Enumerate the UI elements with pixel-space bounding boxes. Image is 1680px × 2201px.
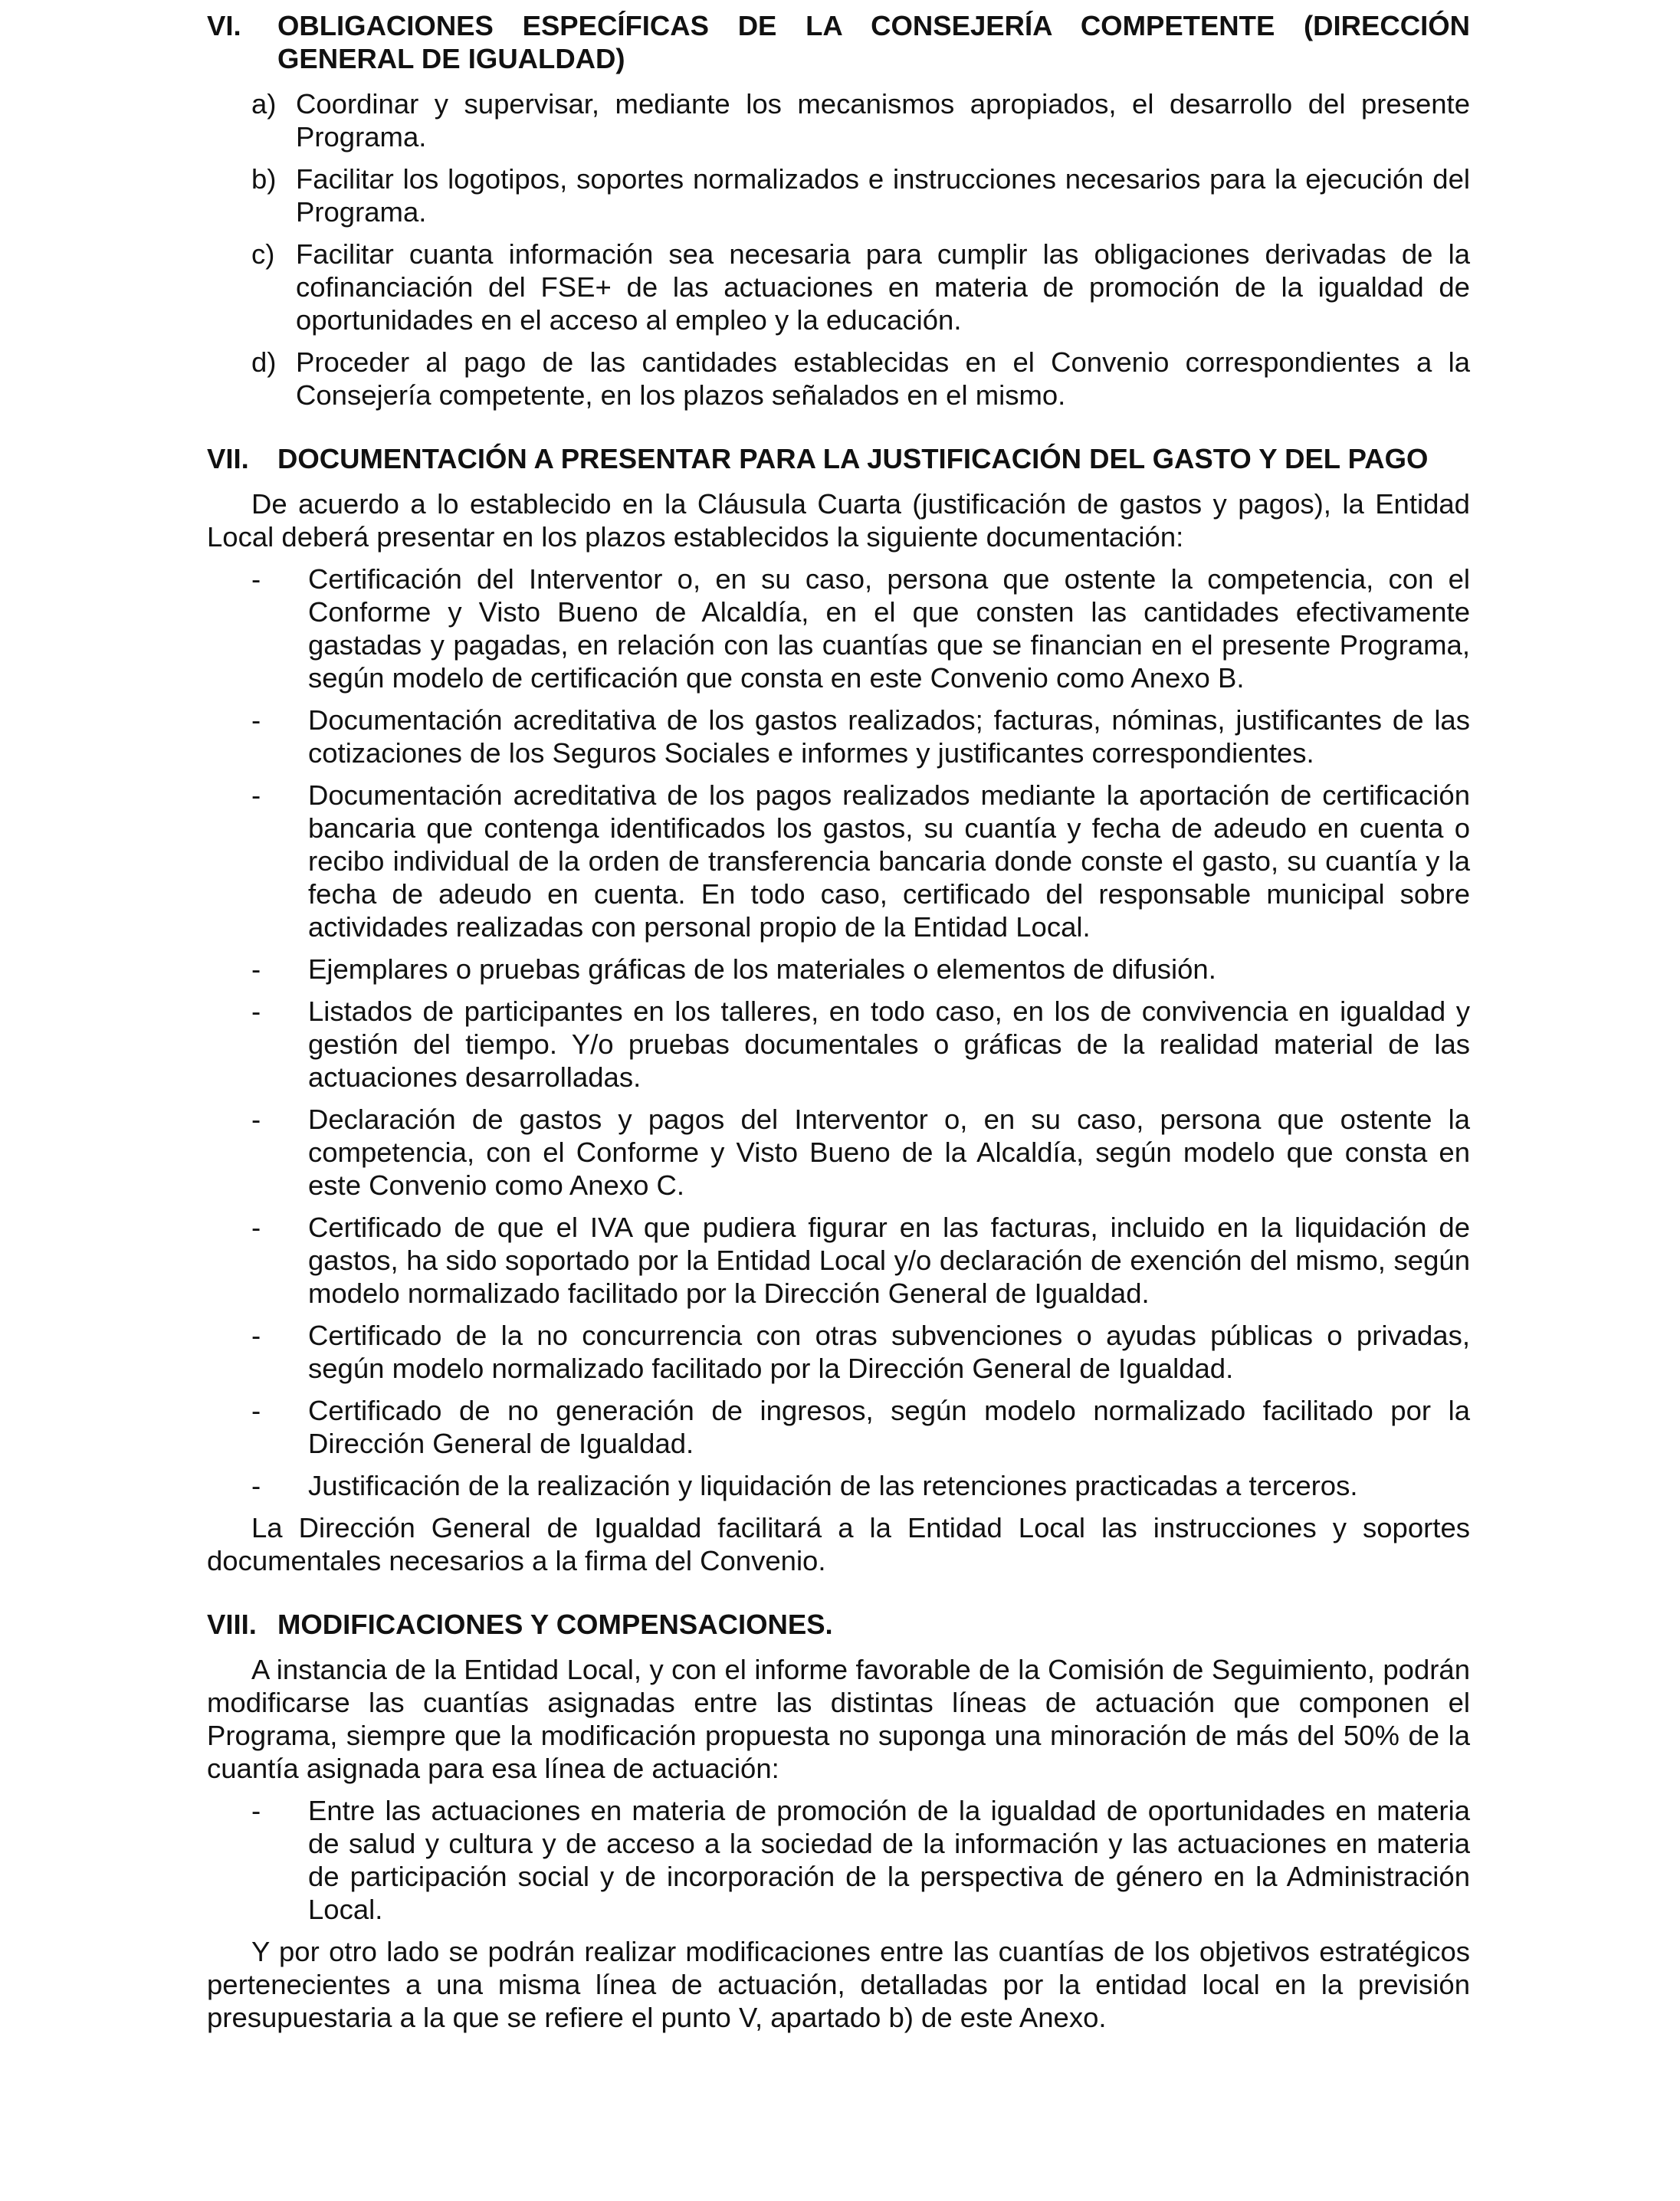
item-label: d) [251, 346, 277, 378]
list-item [251, 87, 1470, 153]
section-intro: A instancia de la Entidad Local, y con el informe favorable de la Comisión de Seguimiento, podrán modificarse las cuantías asignadas entre las distintas líneas de actuación que componen el Programa, siempre que la modificación propuesta no suponga una minoración de más del 50% de la cuantía asignada para esa línea de actuación: [207, 1654, 1470, 1784]
item-text: Entre las actuaciones en materia de promoción de la igualdad de oportunidades en materia de salud y cultura y de acceso a la sociedad de la información y las actuaciones en materia de participación social y de incorporación de la perspectiva de género en la Administración Local. [308, 1795, 1470, 1925]
item-text: Documentación acreditativa de los pagos realizados mediante la aportación de certificación bancaria que contenga identificados los gastos, su cuantía y fecha de adeudo en cuenta o recibo individual de la orden de transferencia bancaria donde conste el gasto, su cuantía y la fecha de adeudo en cuenta. En todo caso, certificado del responsable municipal sobre actividades realizadas con personal propio de la Entidad Local. [308, 779, 1470, 943]
item-bullet: - [251, 1212, 261, 1243]
list-item [251, 563, 1470, 694]
item-text: Listados de participantes en los talleres, en todo caso, en los de convivencia en igualdad y gestión del tiempo. Y/o pruebas documentales o gráficas de la realidad material de las actuaciones desarrolladas. [308, 996, 1470, 1093]
section-number: VIII. [207, 1609, 257, 1640]
item-bullet: - [251, 1104, 261, 1135]
list-item [251, 1319, 1470, 1385]
item-text: Certificación del Interventor o, en su caso, persona que ostente la competencia, con el Conforme y Visto Bueno de Alcaldía, en el que consten las cantidades efectivamente gastadas y pagadas, en relación con las cuantías que se financian en el presente Programa, según modelo de certificación que consta en este Convenio como Anexo B. [308, 563, 1470, 694]
section-intro: De acuerdo a lo establecido en la Cláusula Cuarta (justificación de gastos y pagos), la Entidad Local deberá presentar en los plazos establecidos la siguiente documentación: [207, 488, 1470, 553]
list-item [251, 995, 1470, 1094]
section-number: VII. [207, 443, 249, 474]
list-item [251, 1394, 1470, 1460]
list-item [251, 1103, 1470, 1202]
section-heading-vii [207, 442, 1470, 475]
item-text: Certificado de no generación de ingresos, según modelo normalizado facilitado por la Dirección General de Igualdad. [308, 1395, 1470, 1459]
section-title: DOCUMENTACIÓN A PRESENTAR PARA LA JUSTIFICACIÓN DEL GASTO Y DEL PAGO [277, 443, 1429, 474]
item-text: Proceder al pago de las cantidades establecidas en el Convenio correspondientes a la Consejería competente, en los plazos señalados en el mismo. [296, 346, 1470, 411]
item-label: b) [251, 163, 277, 195]
item-bullet: - [251, 953, 261, 985]
section-closing: Y por otro lado se podrán realizar modificaciones entre las cuantías de los objetivos estratégicos pertenecientes a una misma línea de actuación, detalladas por la entidad local en la previsión presupuestaria a la que se refiere el punto V, apartado b) de este Anexo. [207, 1936, 1470, 2033]
list-item [251, 346, 1470, 412]
item-text: Justificación de la realización y liquidación de las retenciones practicadas a terceros. [308, 1470, 1358, 1501]
item-text: Documentación acreditativa de los gastos realizados; facturas, nóminas, justificantes de las cotizaciones de los Seguros Sociales e informes y justificantes correspondientes. [308, 704, 1470, 769]
modifications-list [251, 1794, 1470, 1926]
item-bullet: - [251, 1470, 261, 1501]
section-number: VI. [207, 10, 241, 41]
item-bullet: - [251, 563, 261, 595]
list-item [251, 704, 1470, 769]
list-item [251, 953, 1470, 986]
item-bullet: - [251, 779, 261, 811]
list-item [251, 1211, 1470, 1310]
document-page [207, 9, 1470, 2043]
item-bullet: - [251, 1795, 261, 1826]
list-item [251, 162, 1470, 228]
section-title: OBLIGACIONES ESPECÍFICAS DE LA CONSEJERÍA COMPETENTE (DIRECCIÓN GENERAL DE IGUALDAD) [277, 10, 1470, 74]
item-text: Certificado de que el IVA que pudiera figurar en las facturas, incluido en la liquidación de gastos, ha sido soportado por la Entidad Local y/o declaración de exención del mismo, según modelo normalizado facilitado por la Dirección General de Igualdad. [308, 1212, 1470, 1309]
item-label: a) [251, 88, 277, 120]
list-item [251, 238, 1470, 336]
item-bullet: - [251, 996, 261, 1027]
item-text: Certificado de la no concurrencia con otras subvenciones o ayudas públicas o privadas, según modelo normalizado facilitado por la Dirección General de Igualdad. [308, 1320, 1470, 1384]
item-bullet: - [251, 1320, 261, 1351]
list-item [251, 1794, 1470, 1926]
item-label: c) [251, 238, 275, 270]
item-text: Coordinar y supervisar, mediante los mecanismos apropiados, el desarrollo del presente Programa. [296, 88, 1470, 153]
list-item [251, 779, 1470, 943]
list-item [251, 1469, 1470, 1502]
item-text: Declaración de gastos y pagos del Interventor o, en su caso, persona que ostente la competencia, con el Conforme y Visto Bueno de la Alcaldía, según modelo que consta en este Convenio como Anexo C. [308, 1104, 1470, 1201]
documentation-list [251, 563, 1470, 1502]
item-text: Facilitar los logotipos, soportes normalizados e instrucciones necesarios para la ejecución del Programa. [296, 163, 1470, 228]
section-closing: La Dirección General de Igualdad facilitará a la Entidad Local las instrucciones y soportes documentales necesarios a la firma del Convenio. [207, 1512, 1470, 1576]
item-bullet: - [251, 1395, 261, 1426]
section-heading-vi [207, 9, 1470, 75]
section-title: MODIFICACIONES Y COMPENSACIONES. [277, 1609, 833, 1640]
item-text: Ejemplares o pruebas gráficas de los materiales o elementos de difusión. [308, 953, 1216, 985]
item-text: Facilitar cuanta información sea necesaria para cumplir las obligaciones derivadas de la cofinanciación del FSE+ de las actuaciones en materia de promoción de la igualdad de oportunidades en el acceso al empleo y la educación. [296, 238, 1470, 336]
obligations-list [251, 87, 1470, 412]
item-bullet: - [251, 704, 261, 736]
section-heading-viii [207, 1608, 1470, 1641]
